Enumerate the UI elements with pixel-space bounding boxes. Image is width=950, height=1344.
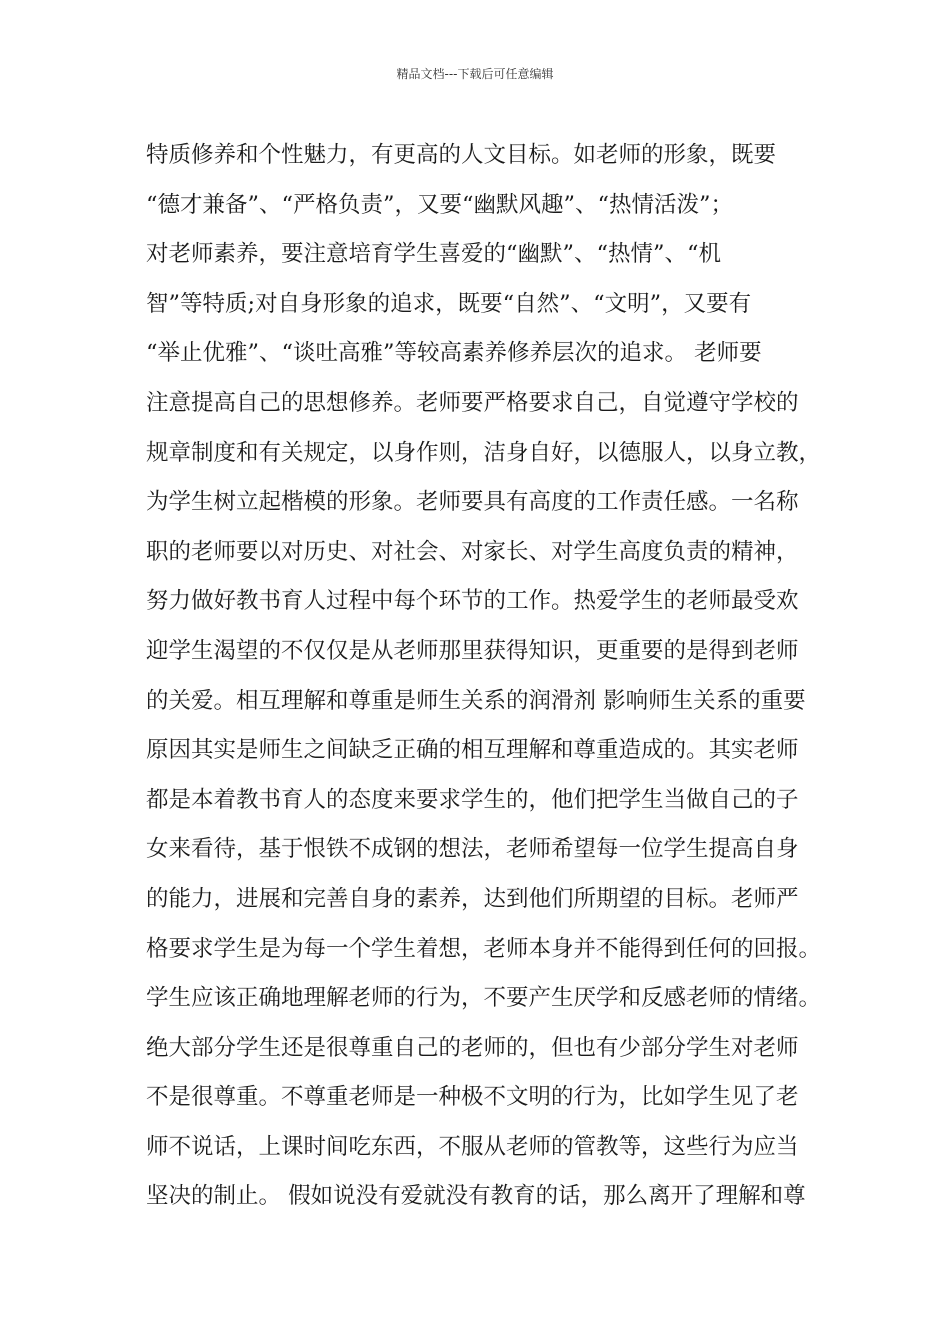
text-line: 的能力，进展和完善自身的素养，达到他们所期望的目标。老师严 (146, 885, 799, 912)
text-line: 对老师素养，要注意培育学生喜爱的“幽默”、“热情”、“机 (146, 241, 722, 268)
text-line: 智”等特质;对自身形象的追求，既要“自然”、“文明”，又要有 (146, 290, 752, 317)
text-line: “举止优雅”、“谈吐高雅”等较高素养修养层次的追求。 老师要 (146, 340, 762, 367)
text-line: 坚决的制止。 假如说没有爱就没有教育的话，那么离开了理解和尊 (146, 1183, 806, 1210)
text-line: 特质修养和个性魅力，有更高的人文目标。如老师的形象，既要 (146, 142, 777, 168)
text-line: 都是本着教书育人的态度来要求学生的，他们把学生当做自己的子 (146, 786, 799, 813)
text-line: 格要求学生是为每一个学生着想，老师本身并不能得到任何的回报。 (146, 935, 822, 962)
text-line: 职的老师要以对历史、对社会、对家长、对学生高度负责的精神， (146, 538, 799, 565)
text-line: 女来看待，基于恨铁不成钢的想法，老师希望每一位学生提高自身 (146, 836, 799, 863)
text-line: 为学生树立起楷模的形象。老师要具有高度的工作责任感。一名称 (146, 489, 799, 516)
page-header: 精品文档---下载后可任意编辑 (396, 67, 554, 81)
text-line: 不是很尊重。不尊重老师是一种极不文明的行为，比如学生见了老 (146, 1084, 799, 1111)
text-line: 努力做好教书育人过程中每个环节的工作。热爱学生的老师最受欢 (146, 588, 799, 615)
text-line: 规章制度和有关规定，以身作则，洁身自好，以德服人，以身立教， (146, 439, 822, 466)
text-line: 师不说话，上课时间吃东西，不服从老师的管教等，这些行为应当 (146, 1133, 799, 1160)
text-line: 迎学生渴望的不仅仅是从老师那里获得知识，更重要的是得到老师 (146, 637, 799, 664)
text-line: 绝大部分学生还是很尊重自己的老师的，但也有少部分学生对老师 (146, 1034, 799, 1061)
text-line: 原因其实是师生之间缺乏正确的相互理解和尊重造成的。其实老师 (146, 737, 799, 764)
text-line: 学生应该正确地理解老师的行为，不要产生厌学和反感老师的情绪。 (146, 985, 822, 1012)
text-line: 的关爱。相互理解和尊重是师生关系的润滑剂 影响师生关系的重要 (146, 687, 806, 714)
text-line: 注意提高自己的思想修养。老师要严格要求自己，自觉遵守学校的 (146, 389, 799, 416)
text-line: “德才兼备”、“严格负责”，又要“幽默风趣”、“热情活泼”； (146, 191, 734, 218)
body-text (146, 131, 826, 1222)
